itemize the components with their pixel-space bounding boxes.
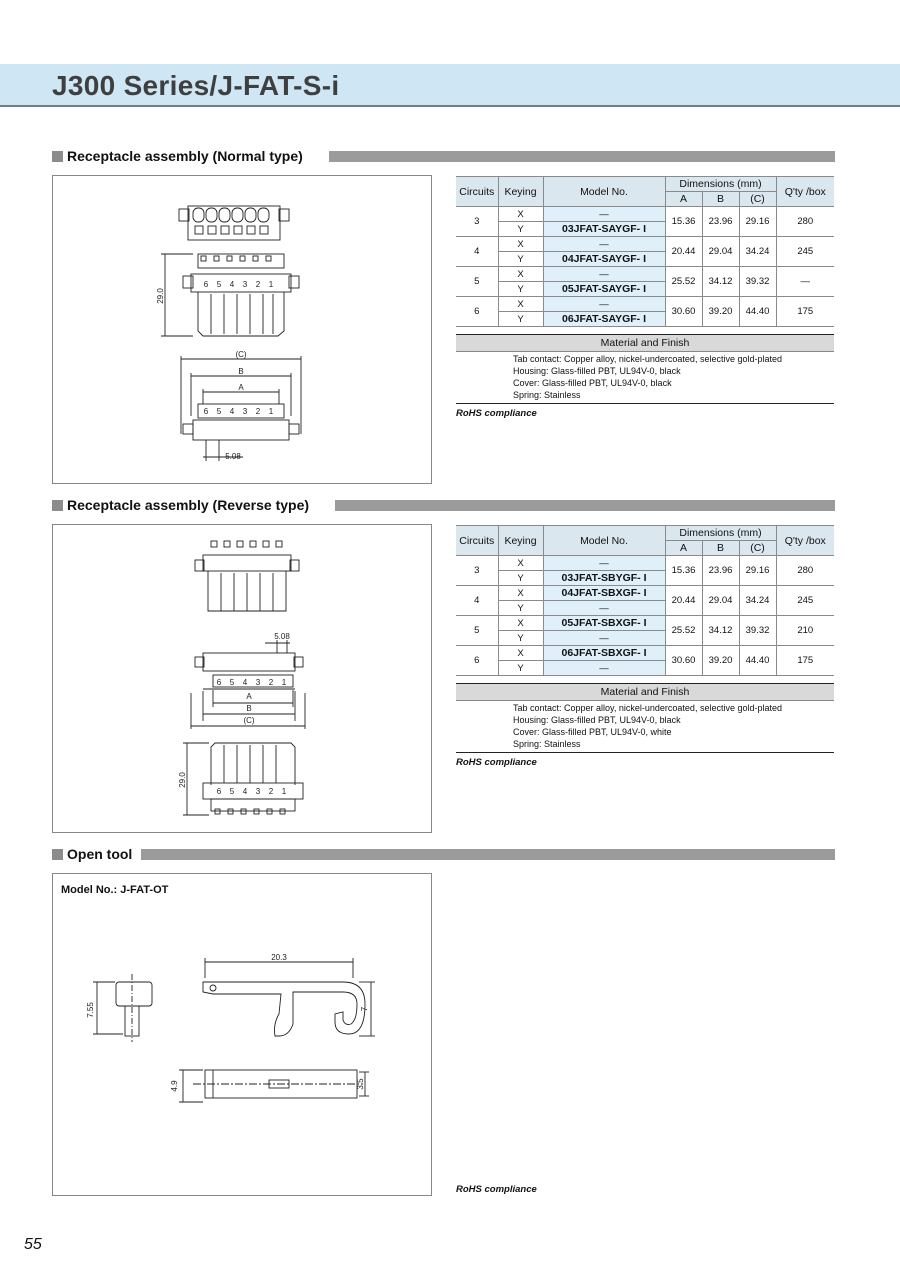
pin-number: 4: [242, 678, 248, 687]
cell-c: 44.40: [739, 646, 776, 676]
cell-circuits: 3: [456, 556, 498, 586]
page-title: J300 Series/J-FAT-S-i: [52, 70, 340, 101]
pin-number: 2: [268, 678, 274, 687]
material-line: Spring: Stainless: [513, 390, 581, 400]
pin-number: 2: [268, 787, 274, 796]
dim-pitch-label: 5.08: [274, 632, 290, 641]
cell-c: 29.16: [739, 556, 776, 586]
cell-c: 34.24: [739, 237, 776, 267]
col-header: B: [702, 541, 739, 556]
figure-tool: [52, 873, 432, 1196]
cell-a: 20.44: [665, 237, 702, 267]
pin-number: 4: [229, 407, 235, 416]
cell-qty: 175: [776, 297, 834, 327]
pin-number: 6: [203, 407, 209, 416]
cell-a: 15.36: [665, 556, 702, 586]
col-header: A: [665, 541, 702, 556]
cell-b: 23.96: [702, 556, 739, 586]
pin-number: 1: [281, 678, 287, 687]
dim-c-label: (C): [243, 716, 255, 725]
table-row: [456, 297, 834, 312]
dim-c-label: (C): [235, 350, 247, 359]
cell-qty: 245: [776, 237, 834, 267]
tool-model-label: Model No.: J-FAT-OT: [61, 884, 169, 896]
divider: [456, 752, 834, 753]
cell-keying: X: [498, 207, 543, 222]
cell-b: 23.96: [702, 207, 739, 237]
heading-bar: [141, 849, 835, 860]
table-row: [456, 586, 834, 601]
dim-thick-label: 3.5: [356, 1078, 365, 1090]
cell-model: —: [543, 601, 665, 616]
section-heading-reverse: [52, 498, 835, 514]
cell-keying: X: [498, 267, 543, 282]
cell-a: 15.36: [665, 207, 702, 237]
col-header: Q'ty /box: [776, 177, 834, 207]
section-title: Open tool: [67, 846, 138, 862]
dimension-table-normal: [456, 176, 834, 327]
reverse-drawing: [53, 525, 431, 832]
col-header: Q'ty /box: [776, 526, 834, 556]
cell-b: 34.12: [702, 616, 739, 646]
cell-c: 39.32: [739, 267, 776, 297]
heading-bar: [329, 151, 835, 162]
cell-keying: Y: [498, 601, 543, 616]
cell-keying: Y: [498, 222, 543, 237]
cell-keying: Y: [498, 312, 543, 327]
pin-number: 5: [216, 407, 222, 416]
pin-number: 5: [229, 787, 235, 796]
dim-length-label: 20.3: [271, 953, 287, 962]
heading-bar: [335, 500, 835, 511]
col-header: Dimensions (mm): [665, 177, 776, 192]
pin-number: 3: [255, 787, 261, 796]
cell-model: 04JFAT-SAYGF- I: [543, 252, 665, 267]
col-header: Circuits: [456, 177, 498, 207]
cell-circuits: 5: [456, 616, 498, 646]
cell-circuits: 3: [456, 207, 498, 237]
divider: [456, 403, 834, 404]
dim-b-label: B: [238, 367, 244, 376]
cell-a: 25.52: [665, 616, 702, 646]
cell-model: 05JFAT-SAYGF- I: [543, 282, 665, 297]
cell-a: 25.52: [665, 267, 702, 297]
cell-b: 29.04: [702, 586, 739, 616]
cell-model: —: [543, 237, 665, 252]
cell-model: 03JFAT-SAYGF- I: [543, 222, 665, 237]
figure-reverse: [52, 524, 432, 833]
material-heading: Material and Finish: [456, 683, 834, 701]
section-heading-normal: [52, 149, 835, 165]
cell-keying: X: [498, 556, 543, 571]
dim-width-label: 4.9: [170, 1080, 179, 1092]
dim-height-label: 29.0: [156, 288, 165, 304]
cell-c: 39.32: [739, 616, 776, 646]
cell-model: —: [543, 267, 665, 282]
material-line: Tab contact: Copper alloy, nickel-undercoated, selective gold-plated: [513, 703, 782, 713]
cell-model: 06JFAT-SAYGF- I: [543, 312, 665, 327]
dim-a-label: A: [246, 692, 252, 701]
col-header: Model No.: [543, 177, 665, 207]
col-header: Keying: [498, 526, 543, 556]
cell-keying: X: [498, 646, 543, 661]
dim-height-label: 7.55: [86, 1002, 95, 1018]
cell-qty: 280: [776, 556, 834, 586]
cell-c: 29.16: [739, 207, 776, 237]
cell-c: 34.24: [739, 586, 776, 616]
pin-number: 6: [216, 678, 222, 687]
col-header: Model No.: [543, 526, 665, 556]
cell-model: —: [543, 556, 665, 571]
cell-circuits: 6: [456, 297, 498, 327]
heading-square-icon: [52, 151, 63, 162]
table-row: [456, 616, 834, 631]
cell-b: 29.04: [702, 237, 739, 267]
cell-circuits: 4: [456, 237, 498, 267]
pin-number: 6: [203, 280, 209, 289]
table-row: [456, 207, 834, 222]
cell-model: 05JFAT-SBXGF- I: [543, 616, 665, 631]
pin-number: 1: [268, 407, 274, 416]
dim-height-label: 29.0: [178, 772, 187, 788]
cell-qty: 280: [776, 207, 834, 237]
rohs-note: RoHS compliance: [456, 408, 537, 419]
material-heading: Material and Finish: [456, 334, 834, 352]
page-number: 55: [24, 1236, 42, 1253]
cell-a: 30.60: [665, 297, 702, 327]
material-list: [513, 353, 782, 401]
cell-keying: X: [498, 297, 543, 312]
cell-a: 30.60: [665, 646, 702, 676]
rohs-note: RoHS compliance: [456, 1184, 537, 1195]
pin-number: 4: [242, 787, 248, 796]
cell-keying: Y: [498, 282, 543, 297]
table-row: [456, 556, 834, 571]
cell-model: —: [543, 661, 665, 676]
pin-number: 2: [255, 280, 261, 289]
cell-model: —: [543, 207, 665, 222]
table-row: [456, 237, 834, 252]
pin-number: 3: [242, 280, 248, 289]
cell-keying: Y: [498, 571, 543, 586]
tool-drawing: [53, 874, 431, 1195]
dimension-table-reverse: [456, 525, 834, 676]
cell-qty: 210: [776, 616, 834, 646]
cell-qty: —: [776, 267, 834, 297]
cell-model: 04JFAT-SBXGF- I: [543, 586, 665, 601]
col-header: Circuits: [456, 526, 498, 556]
cell-b: 39.20: [702, 297, 739, 327]
col-header: Keying: [498, 177, 543, 207]
material-line: Housing: Glass-filled PBT, UL94V-0, black: [513, 366, 681, 376]
pin-number: 5: [216, 280, 222, 289]
pin-number: 3: [242, 407, 248, 416]
cell-circuits: 4: [456, 586, 498, 616]
dim-hook-label: 7: [360, 1006, 369, 1012]
heading-square-icon: [52, 500, 63, 511]
col-header: A: [665, 192, 702, 207]
col-header: B: [702, 192, 739, 207]
table-row: [456, 646, 834, 661]
pin-number: 5: [229, 678, 235, 687]
cell-model: 06JFAT-SBXGF- I: [543, 646, 665, 661]
heading-square-icon: [52, 849, 63, 860]
cell-qty: 175: [776, 646, 834, 676]
cell-model: 03JFAT-SBYGF- I: [543, 571, 665, 586]
cell-c: 44.40: [739, 297, 776, 327]
material-line: Cover: Glass-filled PBT, UL94V-0, black: [513, 378, 672, 388]
pin-number: 6: [216, 787, 222, 796]
cell-circuits: 5: [456, 267, 498, 297]
pin-number: 2: [255, 407, 261, 416]
cell-b: 34.12: [702, 267, 739, 297]
cell-circuits: 6: [456, 646, 498, 676]
section-title: Receptacle assembly (Reverse type): [67, 497, 315, 513]
cell-model: —: [543, 297, 665, 312]
section-title: Receptacle assembly (Normal type): [67, 148, 309, 164]
pin-number: 1: [268, 280, 274, 289]
material-line: Housing: Glass-filled PBT, UL94V-0, black: [513, 715, 681, 725]
rohs-note: RoHS compliance: [456, 757, 537, 768]
figure-normal: [52, 175, 432, 484]
pin-number: 3: [255, 678, 261, 687]
col-header: (C): [739, 192, 776, 207]
dim-pitch-label: 5.08: [225, 452, 241, 461]
cell-keying: X: [498, 616, 543, 631]
material-line: Tab contact: Copper alloy, nickel-undercoated, selective gold-plated: [513, 354, 782, 364]
dim-b-label: B: [246, 704, 252, 713]
section-heading-tool: [52, 847, 835, 863]
normal-drawing: [53, 176, 431, 483]
pin-number: 4: [229, 280, 235, 289]
cell-keying: X: [498, 586, 543, 601]
material-line: Cover: Glass-filled PBT, UL94V-0, white: [513, 727, 672, 737]
material-line: Spring: Stainless: [513, 739, 581, 749]
dim-a-label: A: [238, 383, 244, 392]
cell-keying: Y: [498, 631, 543, 646]
cell-keying: Y: [498, 661, 543, 676]
col-header: Dimensions (mm): [665, 526, 776, 541]
cell-b: 39.20: [702, 646, 739, 676]
cell-qty: 245: [776, 586, 834, 616]
material-list: [513, 702, 782, 750]
cell-keying: X: [498, 237, 543, 252]
cell-a: 20.44: [665, 586, 702, 616]
table-row: [456, 267, 834, 282]
cell-keying: Y: [498, 252, 543, 267]
cell-model: —: [543, 631, 665, 646]
col-header: (C): [739, 541, 776, 556]
pin-number: 1: [281, 787, 287, 796]
